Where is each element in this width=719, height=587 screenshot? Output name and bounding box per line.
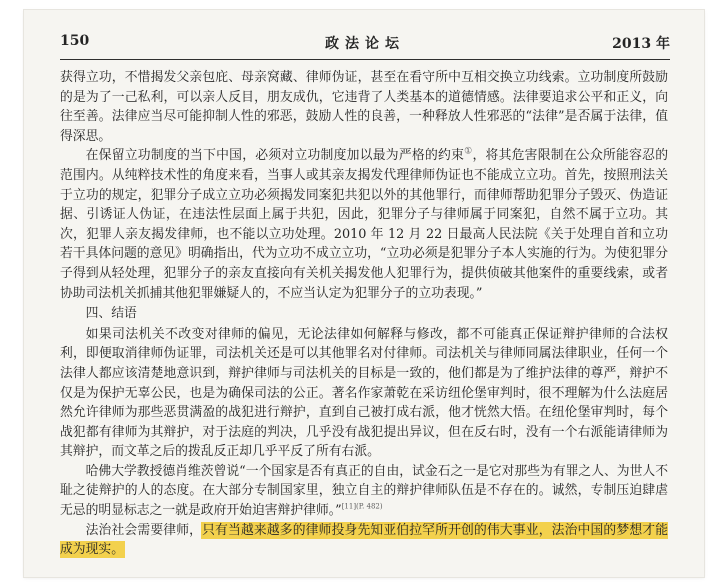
highlighted-conclusion: 只有当越来越多的律师投身先知亚伯拉罕所开创的伟大事业，法治中国的梦想才能成为现实。 [60, 522, 669, 558]
journal-title: 政法论坛 [325, 36, 405, 52]
section-heading: 四、结语 [85, 306, 137, 322]
publication-year: 2013 年 [612, 36, 670, 52]
document-page [24, 10, 704, 577]
paragraph-2 [60, 146, 668, 303]
paragraph-4-text: 哈佛大学教授德肖维茨曾说“一个国家是否有真正的自由，试金石之一是它对那些为有罪之人、为世人不耻之徒辩护的人的态度。在大部分专制国家里，独立自主的辩护律师队伍是不存在的。诚然，专制压迫肆虐无忌的明显标志之一就是政府开始迫害辩护律师。” [60, 463, 668, 519]
paragraph-3: 如果司法机关不改变对律师的偏见，无论法律如何解释与修改，都不可能真正保证辩护律师的合法权利，即便取消律师伪证罪，司法机关还是可以其他罪名对付律师。司法机关与律师同属法律职业，任何一个法律人都应该清楚地意识到，辩护律师与司法机关的目标是一致的，他们都是为了维护法律的尊严，辩护不仅是为保护无辜公民，也是为确保司法的公正。著名作家萧乾在采访纽伦堡审判时，很不理解为什么法庭居然允许律师为那些恶贯满盈的战犯进行辩护，直到自己被打成右派，他才恍然大悟。在纽伦堡审判时，每个战犯都有律师为其辩护，对于法庭的判决，几乎没有战犯提出异议，但在反右时，没有一个右派能请律师为其辩护，而文革之后的拨乱反正却几乎平反了所有右派。 [60, 326, 668, 460]
paragraph-1: 获得立功，不惜揭发父亲包庇、母亲窝藏、律师伪证，甚至在看守所中互相交换立功线索。立功制度所鼓励的是为了一己私利，可以亲人反目，朋友成仇，它违背了人类基本的道德情感。法律要追求公平和正义，向往至善。法律应当尽可能抑制人性的邪恶，鼓励人性的良善，一种释放人性邪恶的“法律”是否属于法律，值得深思。 [60, 70, 668, 144]
paragraph-2-text-b: ，将其危害限制在公众所能容忍的范围内。从纯粹技术性的角度来看，当事人或其亲友揭发代理律师伪证也不能成立立功。首先，按照刑法关于立功的规定，犯罪分子成立立功必须揭发同案犯共犯以外的其他罪行，而律师帮助犯罪分子毁灭、伪造证据、引诱证人伪证，在违法性层面上属于共犯，因此，犯罪分子与律师属于同案犯，自然不属于立功。其次，犯罪人亲友揭发律师，也不能以立功处理。2010 年 12 月 22 日最高人民法院《关于处理自首和立功若干具体问题的意见》明确指出，代为立功不成立立功，“立功必须是犯罪分子本人实施的行为。为使犯罪分子得到从轻处理，犯罪分子的亲友直接向有关机关揭发他人犯罪行为，提供侦破其他案件的重要线索，或者协助司法机关抓捕其他犯罪嫌疑人的，不应当认定为犯罪分子的立功表现。” [60, 148, 669, 301]
citation-marker: [11](P. 482) [341, 502, 383, 511]
header-rule [60, 59, 670, 60]
paragraph-4 [60, 462, 668, 521]
footnote-marker: ① [464, 147, 473, 158]
page-number: 150 [60, 33, 90, 49]
page-content [60, 68, 668, 560]
paragraph-5 [60, 521, 668, 560]
paragraph-2-text-a: 在保留立功制度的当下中国，必须对立功制度加以最为严格的约束 [85, 148, 465, 164]
paragraph-5-prefix: 法治社会需要律师， [85, 522, 203, 538]
page-header [60, 33, 670, 55]
